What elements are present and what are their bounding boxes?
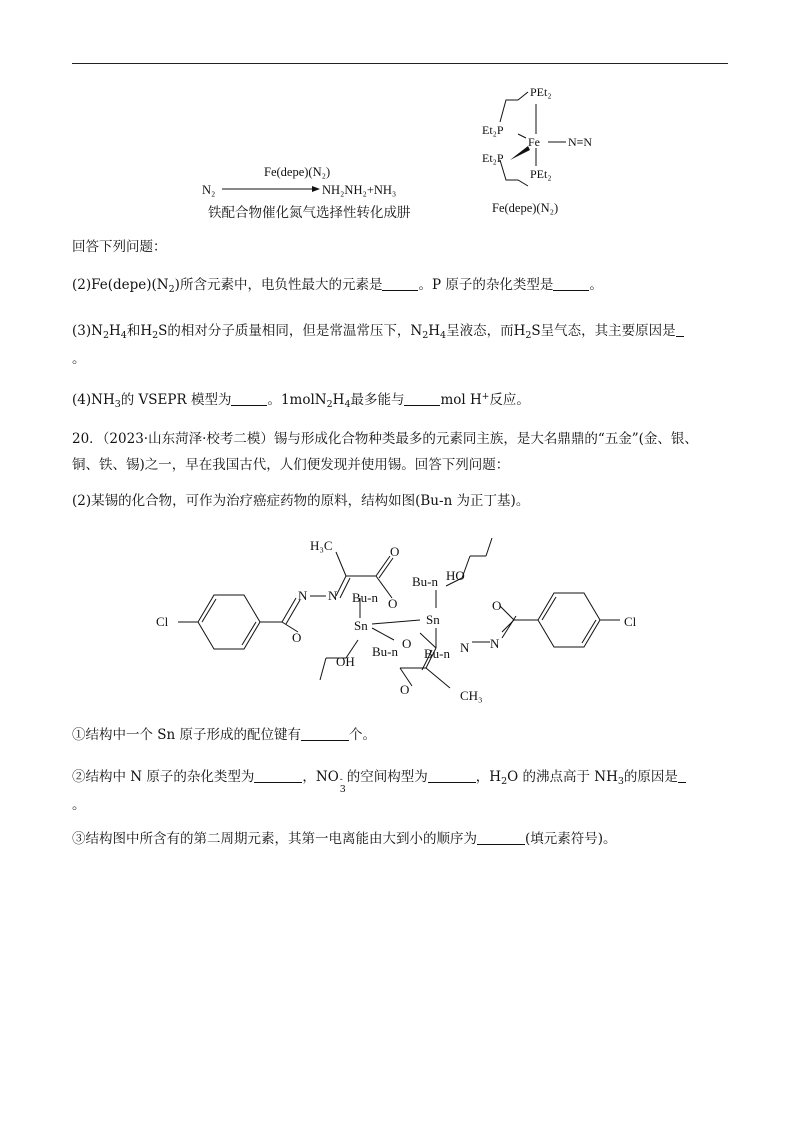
o-bridge-top: O — [388, 596, 398, 611]
q19-part4: $(4)NH_3$的 VSEPR 模型为 。$1molN_2H_4$最多能与 mol H+反应。 — [72, 392, 530, 410]
q20-sub2-end: 。 — [72, 797, 86, 813]
fe-center: Fe — [528, 135, 540, 149]
reactant-label: N₂ — [202, 183, 216, 197]
answer-blank[interactable] — [231, 392, 267, 406]
o-left-carbonyl: O — [292, 630, 302, 645]
answer-blank[interactable] — [678, 769, 686, 783]
answer-blank[interactable] — [404, 392, 440, 406]
answer-blank[interactable] — [477, 831, 525, 845]
bu-n-upper-left: Bu-n — [352, 590, 378, 605]
n-left-2: N — [328, 588, 338, 603]
bu-n-lower-left: Bu-n — [372, 644, 398, 659]
q20-header-line2: 铜、铁、锡)之一，早在我国古代，人们便发现并使用锡。回答下列问题： — [72, 457, 510, 473]
ho-upper: HO — [446, 568, 465, 583]
q19-part2: $(2)Fe(depe)(N_2)$所含元素中，电负性最大的元素是 。P 原子的杂化类型是 。 — [72, 277, 603, 295]
tin-compound-structure — [150, 528, 650, 708]
q20-sub1: ①结构中一个 Sn 原子形成的配位键有 个。 — [72, 727, 377, 743]
q20-sub3: ③结构图中所含有的第二周期元素，其第一电离能由大到小的顺序为 (填元素符号)。 — [72, 831, 617, 847]
ch3-top: H₃C — [310, 538, 333, 553]
n-right-1: N — [460, 640, 470, 655]
q20-header-line1: 20．（2023·山东菏泽·校考二模）锡与形成化合物种类最多的元素同主族，是大名鼎鼎的“五金”(金、银、 — [72, 431, 698, 447]
answer-blank[interactable] — [382, 277, 418, 291]
cl-right: Cl — [624, 614, 637, 629]
o-bridge-bottom: O — [402, 636, 412, 651]
pet2-top: PEt₂ — [530, 85, 552, 99]
ch3-bottom: CH₃ — [460, 688, 483, 703]
header-rule — [72, 63, 728, 64]
q20-sub2: ②结构中 N 原子的杂化类型为 ，NO - 3 的空间构型为 ，$H_2O$ 的沸点高于 $NH_3$的原因是 — [72, 768, 686, 791]
o-top-carbonyl: O — [390, 544, 400, 559]
answer-blank[interactable] — [301, 727, 349, 741]
complex-name: Fe(depe)(N₂) — [492, 201, 559, 215]
q20-part2: (2)某锡的化合物，可作为治疗癌症药物的原料，结构如图(Bu-n 为正丁基)。 — [72, 493, 530, 509]
q19-part3: $(3)N_2H_4$和$H_2S$的相对分子质量相同，但是常温常压下，$N_2H_4$呈液态，而$H_2S$呈气态，其主要原因是 — [72, 322, 684, 345]
answer-blank[interactable] — [428, 769, 476, 783]
answer-blank[interactable] — [676, 323, 684, 337]
q19-intro: 回答下列问题： — [72, 239, 167, 255]
et2p-left-top: Et₂P — [482, 123, 504, 137]
scheme-caption: 铁配合物催化氮气选择性转化成肼 — [208, 205, 411, 221]
q19-part3-end: 。 — [72, 351, 86, 367]
o-bottom-carbonyl: O — [400, 682, 410, 697]
o-right-carbonyl: O — [492, 598, 502, 613]
n2-ligand: N≡N — [568, 135, 593, 149]
n-right-2: N — [490, 636, 500, 651]
pet2-bottom: PEt₂ — [530, 167, 552, 181]
products-label: NH₂NH₂+NH₃ — [322, 183, 397, 197]
oh-lower: OH — [336, 654, 355, 669]
et2p-left-bottom: Et₂P — [482, 151, 504, 165]
answer-blank[interactable] — [254, 769, 302, 783]
bu-n-lower-right: Bu-n — [424, 646, 450, 661]
sn-right: Sn — [426, 612, 440, 627]
answer-blank[interactable] — [553, 277, 589, 291]
bu-n-upper-right: Bu-n — [412, 574, 438, 589]
n-left-1: N — [298, 588, 308, 603]
cl-left: Cl — [156, 614, 169, 629]
fe-complex-structure — [470, 82, 630, 222]
sn-left: Sn — [354, 618, 368, 633]
catalyst-label: Fe(depe)(N₂) — [264, 165, 331, 179]
